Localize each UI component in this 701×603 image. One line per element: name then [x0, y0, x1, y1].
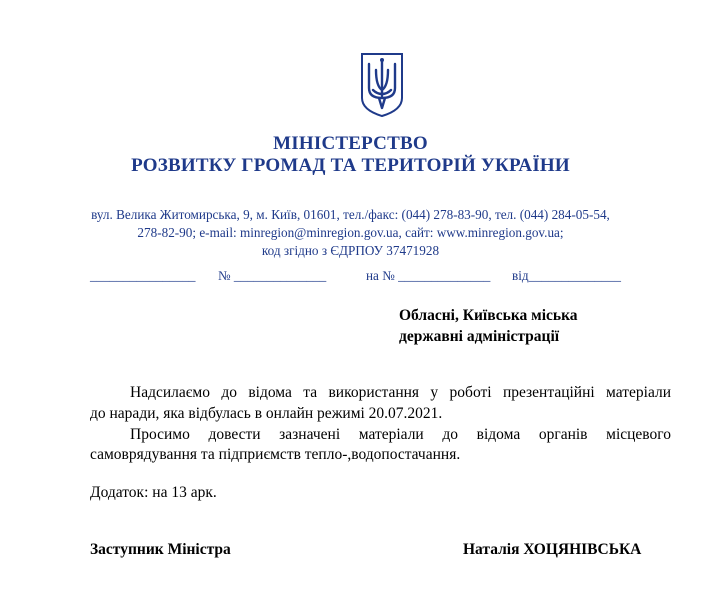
addressee-line-2: державні адміністрації [399, 328, 560, 345]
reference-date-field: від______________ [512, 268, 621, 283]
address-line-1: вул. Велика Житомирська, 9, м. Київ, 01601, тел./факс: (044) 278-83-90, тел. (044) 284-05-54, [91, 207, 610, 222]
body-paragraph-2-line-1: Просимо довести зазначені матеріали до відома органів місцевого [130, 426, 671, 443]
registration-date-field: ________________ [90, 268, 196, 283]
address-line-3: код згідно з ЄДРПОУ 37471928 [261, 243, 440, 258]
body-paragraph-1-line-2: до наради, яка відбулась в онлайн режимі 20.07.2021. [90, 405, 443, 422]
attachment-note: Додаток: на 13 арк. [90, 484, 217, 501]
trident-coat-of-arms-icon [359, 52, 405, 118]
ministry-title-line1: МІНІСТЕРСТВО [273, 133, 428, 154]
signatory-position: Заступник Міністра [90, 541, 231, 558]
registration-number-field: № ______________ [218, 268, 327, 283]
reference-number-field: на № ______________ [366, 268, 491, 283]
body-paragraph-2-line-2: самоврядування та підприємств тепло-,водопостачання. [90, 446, 461, 463]
addressee-line-1: Обласні, Київська міська [399, 307, 578, 324]
ministry-title-line2: РОЗВИТКУ ГРОМАД ТА ТЕРИТОРІЙ УКРАЇНИ [131, 155, 570, 176]
body-paragraph-1-line-1: Надсилаємо до відома та використання у роботі презентаційні матеріали [130, 384, 671, 401]
signatory-name: Наталія ХОЦЯНІВСЬКА [463, 541, 642, 558]
address-line-2: 278-82-90; e-mail: minregion@minregion.gov.ua, сайт: www.minregion.gov.ua; [137, 225, 564, 240]
